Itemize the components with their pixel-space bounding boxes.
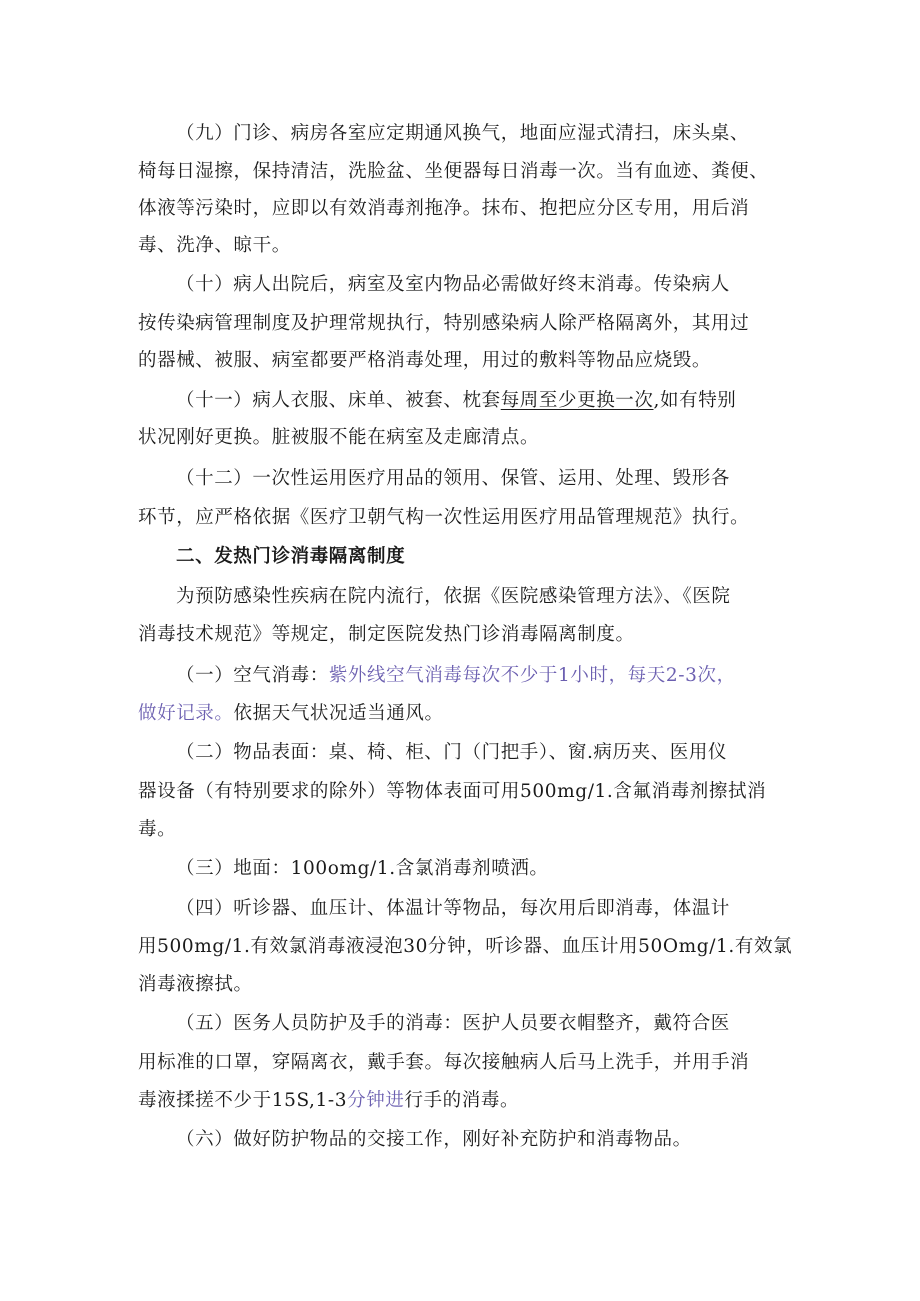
- item-1-highlight-end: 做好记录。: [138, 703, 234, 724]
- para-11-underlined-text: 每周至少更换一次: [500, 390, 654, 411]
- item-5-text-c: 行手的消毒。: [404, 1090, 520, 1111]
- para-11-text-c: ,如有特别: [653, 390, 737, 411]
- para-12-line-1: （十二）一次性运用医疗用品的领用、保管、运用、处理、毁形各: [176, 468, 730, 489]
- para-11-text-a: （十一）病人衣服、床单、被套、枕套: [176, 390, 501, 411]
- para-10-line-3: 的器械、被服、病室都要严格消毒处理，用过的敷料等物品应烧毁。: [138, 350, 712, 371]
- para-10-line-2: 按传染病管理制度及护理常规执行，特别感染病人除严格隔离外，其用过: [138, 313, 750, 334]
- para-9-line-3: 体液等污染时，应即以有效消毒剂拖净。抹布、抱把应分区专用，用后消: [138, 198, 750, 219]
- para-11-line-1: [176, 389, 736, 413]
- item-1-label: （一）空气消毒：: [176, 665, 329, 686]
- item-5-line-1: （五）医务人员防护及手的消毒：医护人员要衣帽整齐，戴符合医: [176, 1013, 730, 1034]
- item-4-line-1: （四）听诊器、血压计、体温计等物品，每次用后即消毒，体温计: [176, 898, 730, 919]
- para-11-line-2: 状况刚好更换。脏被服不能在病室及走廊清点。: [138, 427, 540, 448]
- item-1-text-end: 依据天气状况适当通风。: [233, 703, 444, 724]
- item-3-line-1: （三）地面：100omg/1.含氯消毒剂喷洒。: [176, 858, 549, 879]
- item-2-line-3: 毒。: [138, 819, 177, 840]
- item-1-highlight: 紫外线空气消毒每次不少于1小时，每天2-3次，: [328, 665, 736, 686]
- section-heading: 二、发热门诊消毒隔离制度: [176, 546, 406, 567]
- item-5-highlight: 分钟进: [347, 1090, 405, 1111]
- para-9-line-2: 椅每日湿擦，保持清洁，洗脸盆、坐便器每日消毒一次。当有血迹、粪便、: [138, 161, 769, 182]
- item-5-text-a: 毒液揉搓不少于15S,1-3: [138, 1090, 348, 1111]
- para-9-line-4: 毒、洗净、晾干。: [138, 235, 291, 256]
- para-10-line-1: （十）病人出院后，病室及室内物品必需做好终末消毒。传染病人: [176, 274, 730, 295]
- item-6-line-1: （六）做好防护物品的交接工作，刚好补充防护和消毒物品。: [176, 1129, 692, 1150]
- intro-line-2: 消毒技术规范》等规定，制定医院发热门诊消毒隔离制度。: [138, 624, 635, 645]
- intro-line-1: 为预防感染性疾病在院内流行，依据《医院感染管理方法》、《医院: [176, 586, 731, 607]
- item-2-line-2: 器设备（有特别要求的除外）等物体表面可用500mg/1.含氟消毒剂擦拭消: [138, 781, 767, 802]
- item-1-line-1: [176, 664, 736, 688]
- para-9-line-1: （九）门诊、病房各室应定期通风换气，地面应湿式清扫，床头桌、: [176, 123, 750, 144]
- item-1-line-2: [138, 702, 444, 726]
- item-2-line-1: （二）物品表面：桌、椅、柜、门（门把手）、窗.病历夹、医用仪: [176, 742, 728, 763]
- item-4-line-2: 用500mg/1.有效氯消毒液浸泡30分钟，听诊器、血压计用50Omg/1.有效氯: [138, 936, 793, 957]
- item-5-line-2: 用标准的口罩，穿隔离衣，戴手套。每次接触病人后马上洗手，并用手消: [138, 1052, 750, 1073]
- item-4-line-3: 消毒液擦拭。: [138, 974, 253, 995]
- para-12-line-2: 环节，应严格依据《医疗卫朝气构一次性运用医疗用品管理规范》执行。: [138, 507, 750, 528]
- item-5-line-3: [138, 1089, 519, 1113]
